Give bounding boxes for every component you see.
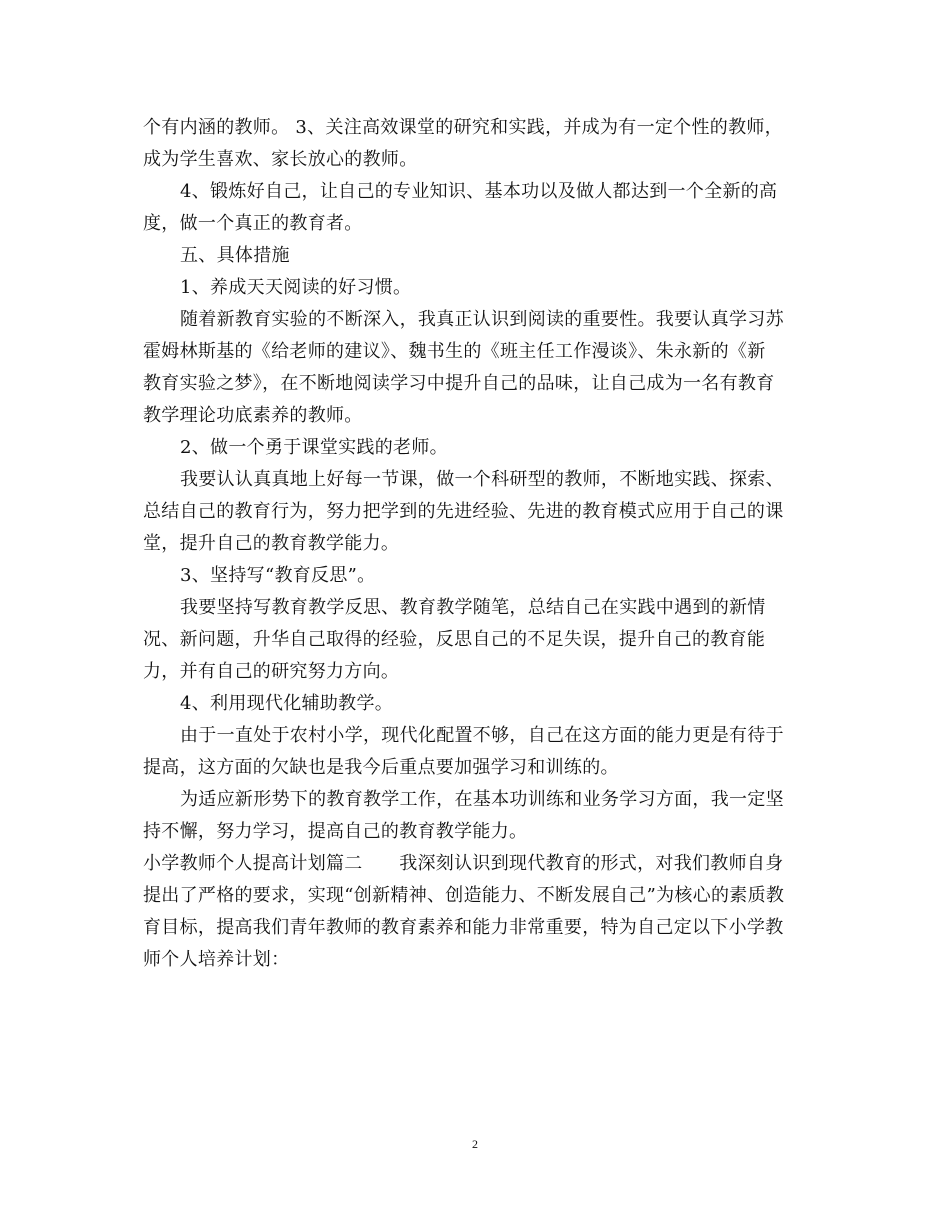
text-line: 小学教师个人提高计划篇二 我深刻认识到现代教育的形式，对我们教师自身 xyxy=(143,853,784,874)
paragraph-line: 4、锻炼好自己，让自己的专业知识、基本功以及做人都达到一个全新的高 xyxy=(180,181,778,202)
paragraph-line: 我要坚持写教育教学反思、教育教学随笔，总结自己在实践中遇到的新情 xyxy=(180,597,766,618)
text-line: 提高，这方面的欠缺也是我今后重点要加强学习和训练的。 xyxy=(143,757,619,778)
text-line: 师个人培养计划： xyxy=(143,949,290,970)
subheading: 2、做一个勇于课堂实践的老师。 xyxy=(180,437,448,458)
text-line: 持不懈，努力学习，提高自己的教育教学能力。 xyxy=(143,821,528,842)
paragraph-line: 由于一直处于农村小学，现代化配置不够，自己在这方面的能力更是有待于 xyxy=(180,725,784,746)
body-text xyxy=(143,112,808,976)
subheading: 4、利用现代化辅助教学。 xyxy=(180,693,394,714)
text-line: 教学理论功底素养的教师。 xyxy=(143,405,363,426)
text-line: 况、新问题，升华自己取得的经验，反思自己的不足失误，提升自己的教育能 xyxy=(143,629,766,650)
subheading: 3、坚持写“教育反思”。 xyxy=(180,565,376,586)
paragraph-line: 我要认认真真地上好每一节课，做一个科研型的教师，不断地实践、探索、 xyxy=(180,469,784,490)
text-line: 成为学生喜欢、家长放心的教师。 xyxy=(143,149,418,170)
text-line: 个有内涵的教师。 3、关注高效课堂的研究和实践，并成为有一定个性的教师， xyxy=(143,117,783,138)
text-line: 堂，提升自己的教育教学能力。 xyxy=(143,533,400,554)
page-number: 2 xyxy=(472,1137,478,1151)
text-line: 育目标，提高我们青年教师的教育素养和能力非常重要，特为自己定以下小学教 xyxy=(143,917,784,938)
subheading: 1、养成天天阅读的好习惯。 xyxy=(180,277,412,298)
section-heading: 五、具体措施 xyxy=(180,245,290,266)
text-line: 提出了严格的要求，实现“创新精神、创造能力、不断发展自己”为核心的素质教 xyxy=(143,885,785,906)
text-line: 度，做一个真正的教育者。 xyxy=(143,213,363,234)
text-line: 教育实验之梦》，在不断地阅读学习中提升自己的品味，让自己成为一名有教育 xyxy=(143,373,775,394)
text-line: 总结自己的教育行为，努力把学到的先进经验、先进的教育模式应用于自己的课 xyxy=(143,501,784,522)
paragraph-line: 随着新教育实验的不断深入，我真正认识到阅读的重要性。我要认真学习苏 xyxy=(180,309,784,330)
text-line: 力，并有自己的研究努力方向。 xyxy=(143,661,400,682)
text-line: 霍姆林斯基的《给老师的建议》、魏书生的《班主任工作漫谈》、朱永新的《新 xyxy=(143,341,766,362)
paragraph-line: 为适应新形势下的教育教学工作，在基本功训练和业务学习方面，我一定坚 xyxy=(180,789,784,810)
